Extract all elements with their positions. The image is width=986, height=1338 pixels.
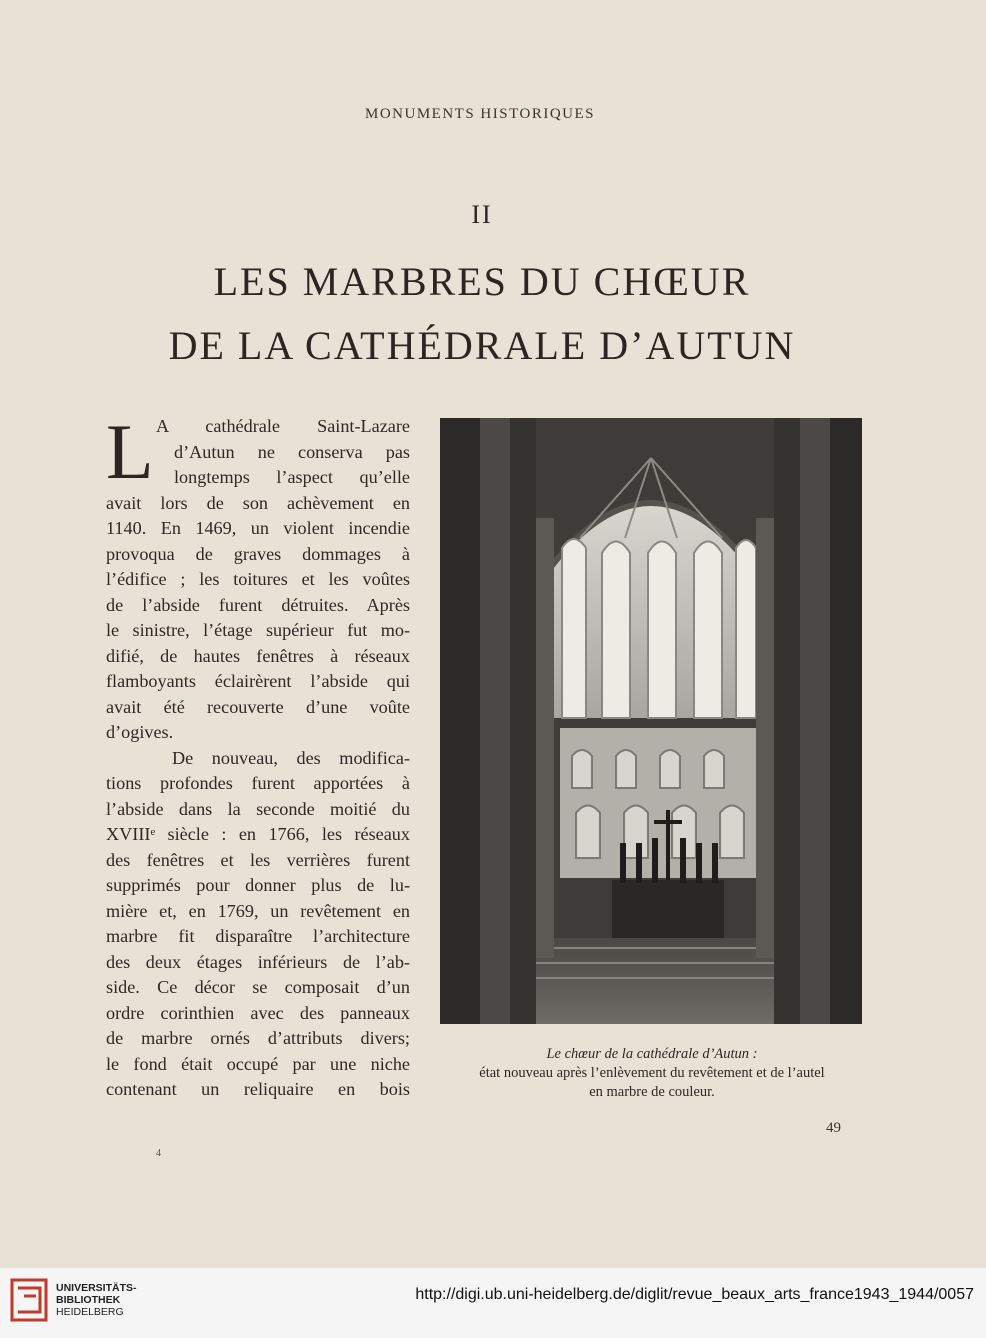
text-line: de marbre ornés d’attributs divers; (106, 1028, 410, 1048)
page-number: 49 (826, 1120, 841, 1136)
caption-line: en marbre de couleur. (589, 1084, 715, 1100)
text-line: tions profondes furent apportées à (106, 773, 410, 793)
text-line: l’abside dans la seconde moitié du (106, 798, 410, 819)
text-line: le sinistre, l’étage supérieur fut mo- (106, 620, 410, 640)
running-head: MONUMENTS HISTORIQUES (365, 106, 595, 122)
cathedral-choir-image (440, 418, 862, 1024)
caption-line: état nouveau après l’enlèvement du revêtement et de l’autel (479, 1065, 825, 1081)
text-line: supprimés pour donner plus de lu- (106, 875, 410, 895)
text-line: avait lors de son achèvement en (106, 492, 410, 513)
digitization-footer (0, 1268, 986, 1338)
text-line: contenant un reliquaire en bois (106, 1079, 410, 1099)
text-line: De nouveau, des modifica- (172, 747, 410, 768)
text-line: XVIIIᵉ siècle : en 1766, les réseaux (106, 824, 410, 844)
section-number: II (471, 200, 493, 229)
text-line: le fond était occupé par une niche (106, 1053, 410, 1074)
text-line: ordre corinthien avec des panneaux (106, 1002, 410, 1023)
choir-photograph (440, 418, 862, 1024)
drop-cap: L (106, 408, 154, 495)
text-line: A cathédrale Saint-Lazare (156, 416, 410, 436)
text-line: des fenêtres et les verrières furent (106, 849, 410, 870)
text-line: longtemps l’aspect qu’elle (174, 467, 410, 487)
text-line: l’édifice ; les toitures et les voûtes (106, 569, 410, 589)
text-line: provoqua de graves dommages à (106, 543, 410, 564)
text-line: mière et, en 1769, un revêtement en (106, 900, 410, 921)
text-line: des deux étages inférieurs de l’ab- (106, 951, 410, 972)
article-title-line2: DE LA CATHÉDRALE D’AUTUN (168, 323, 796, 368)
figure-caption (430, 1045, 874, 1102)
body-text (106, 408, 410, 1103)
text-line: 1140. En 1469, un violent incendie (106, 518, 410, 538)
library-name: UNIVERSITÄTS- BIBLIOTHEK HEIDELBERG (56, 1282, 137, 1318)
text-line: flamboyants éclairèrent l’abside qui (106, 671, 410, 691)
text-line: side. Ce décor se composait d’un (106, 977, 410, 997)
text-line: d’Autun ne conserva pas (174, 441, 410, 462)
text-line: d’ogives. (106, 722, 174, 742)
text-line: marbre fit disparaître l’architecture (106, 926, 410, 946)
caption-title: Le chœur de la cathédrale d’Autun : (546, 1046, 758, 1062)
text-line: avait été recouverte d’une voûte (106, 696, 410, 717)
permalink-url[interactable]: http://digi.ub.uni-heidelberg.de/diglit/revue_beaux_arts_france1943_1944/0057 (415, 1286, 974, 1303)
text-line: difié, de hautes fenêtres à réseaux (106, 645, 410, 666)
article-title-line1: LES MARBRES DU CHŒUR (213, 259, 751, 304)
university-library-logo-icon (10, 1278, 50, 1322)
text-line: de l’abside furent détruites. Après (106, 594, 410, 615)
signature-mark: 4 (156, 1148, 161, 1159)
